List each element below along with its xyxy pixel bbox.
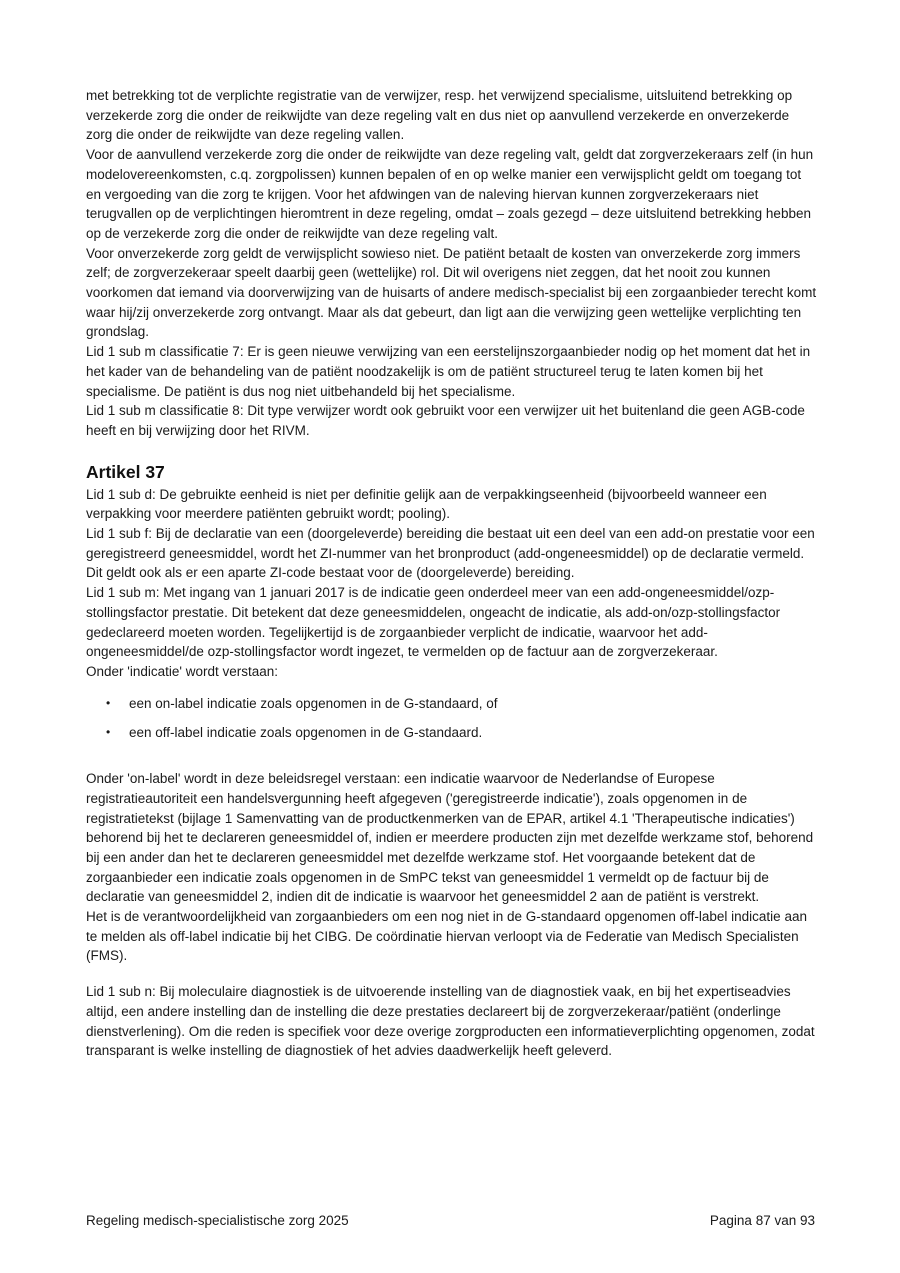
paragraph: Lid 1 sub m: Met ingang van 1 januari 2017 is de indicatie geen onderdeel meer van een add-ongeneesmiddel/ozp-stollingsfactor prestatie. Dit betekent dat deze geneesmiddelen, ongeacht de indicatie, als add-on/ozp-stollingsfactor gedeclareerd moeten worden. Tegelijkertijd is de zorgaanbieder verplicht de indicatie, waarvoor het add-ongeneesmiddel/de ozp-stollingsfactor wordt ingezet, te vermelden op de factuur aan de zorgverzekeraar.	[86, 585, 781, 660]
paragraph: Lid 1 sub m classificatie 8: Dit type verwijzer wordt ook gebruikt voor een verwijzer uit het buitenland die geen AGB-code heeft en bij verwijzing door het RIVM.	[86, 403, 805, 438]
list-item-text: een on-label indicatie zoals opgenomen in de G-standaard, of	[129, 695, 498, 711]
paragraph-group-on-label	[86, 769, 817, 966]
footer-page-indicator: Pagina 87 van 93	[709, 1213, 815, 1228]
list-item-text: een off-label indicatie zoals opgenomen in de G-standaard.	[129, 725, 483, 741]
paragraph: Lid 1 sub n: Bij moleculaire diagnostiek is de uitvoerende instelling van de diagnostiek vaak, en bij het expertiseadvies altijd, een andere instelling dan de instelling die deze prestaties declareert bij de zorgverzekeraar/patiënt (onderlinge dienstverlening). Om die reden is specifiek voor deze overige zorgproducten een informatieverplichting opgenomen, zodat transparant is welke instelling de diagnostiek of het advies daadwerkelijk heeft geleverd.	[86, 984, 815, 1059]
article-heading: Artikel 37	[86, 461, 165, 482]
section-continuation	[86, 86, 817, 441]
paragraph: Voor de aanvullend verzekerde zorg die onder de reikwijdte van deze regeling valt, geldt dat zorgverzekeraars zelf (in hun modelovereenkomsten, c.q. zorgpolissen) kunnen bepalen of en op welke manier een verwijsplicht geldt om toegang tot en vergoeding van die zorg te krijgen. Voor het afdwingen van de naleving hiervan kunnen zorgverzekeraars niet terugvallen op de verplichtingen hieromtrent in deze regeling, omdat – zoals gezegd – deze uitsluitend betrekking hebben op de verzekerde zorg die onder de reikwijdte van deze regeling valt.	[86, 147, 814, 241]
paragraph: Lid 1 sub f: Bij de declaratie van een (doorgeleverde) bereiding die bestaat uit een deel van een add-on prestatie voor een geregistreerd geneesmiddel, wordt het ZI-nummer van het bronproduct (add-ongeneesmiddel) op de declaratie vermeld. Dit geldt ook als er een aparte ZI-code bestaat voor de (doorgeleverde) bereiding.	[86, 526, 815, 581]
footer-document-title: Regeling medisch-specialistische zorg 2025	[86, 1213, 349, 1228]
paragraph: Lid 1 sub m classificatie 7: Er is geen nieuwe verwijzing van een eerstelijnszorgaanbieder nodig op het moment dat het in het kader van de behandeling van de patiënt noodzakelijk is om de patiënt structureel terug te laten komen bij het specialisme. De patiënt is dus nog niet uitbehandeld bij het specialisme.	[86, 344, 811, 399]
list-item	[86, 694, 817, 714]
page-content	[86, 86, 817, 1061]
section-artikel-37	[86, 462, 817, 1061]
bullet-icon: •	[106, 695, 111, 710]
paragraph: Onder 'on-label' wordt in deze beleidsregel verstaan: een indicatie waarvoor de Nederlandse of Europese registratieautoriteit een handelsvergunning heeft afgegeven ('geregistreerde indicatie'), zoals opgenomen in de registratietekst (bijlage 1 Samenvatting van de productkenmerken van de EPAR, artikel 4.1 'Therapeutische indicaties') behorend bij het te declareren geneesmiddel of, indien er meerdere producten zijn met dezelfde werkzame stof, behorend bij een ander dan het te declareren geneesmiddel met dezelfde werkzame stof. Het voorgaande betekent dat de zorgaanbieder een indicatie zoals opgenomen in de SmPC tekst van geneesmiddel 1 vermeldt op de factuur bij de declaratie van geneesmiddel 2, indien dit de indicatie is waarvoor het geneesmiddel 2 aan de patiënt is verstrekt.	[86, 771, 814, 905]
paragraph: met betrekking tot de verplichte registratie van de verwijzer, resp. het verwijzend specialisme, uitsluitend betrekking op verzekerde zorg die onder de reikwijdte van deze regeling valt en dus niet op aanvullend verzekerde en onverzekerde zorg die onder de reikwijdte van deze regeling vallen.	[86, 88, 793, 143]
bullet-icon: •	[106, 725, 111, 740]
paragraph: Onder 'indicatie' wordt verstaan:	[86, 663, 278, 679]
paragraph: Het is de verantwoordelijkheid van zorgaanbieders om een nog niet in de G-standaard opgenomen off-label indicatie aan te melden als off-label indicatie bij het CIBG. De coördinatie hiervan verloopt via de Federatie van Medisch Specialisten (FMS).	[86, 909, 807, 964]
paragraph: Voor onverzekerde zorg geldt de verwijsplicht sowieso niet. De patiënt betaalt de kosten van onverzekerde zorg immers zelf; de zorgverzekeraar speelt daarbij geen (wettelijke) rol. Dit wil overigens niet zeggen, dat het nooit zou kunnen voorkomen dat iemand via doorverwijzing van de huisarts of andere medisch-specialist bij een zorgaanbieder terecht komt waar hij/zij onverzekerde zorg ontvangt. Maar als dat gebeurt, dan ligt aan die verwijzing geen wettelijke verplichting ten grondslag.	[86, 245, 817, 340]
indicatie-bullet-list	[86, 694, 817, 743]
paragraph: Lid 1 sub d: De gebruikte eenheid is niet per definitie gelijk aan de verpakkingseenheid (bijvoorbeeld wanneer een verpakking voor meerdere patiënten gebruikt wordt; pooling).	[86, 486, 767, 522]
list-item	[86, 723, 817, 743]
page-footer	[86, 1212, 815, 1229]
